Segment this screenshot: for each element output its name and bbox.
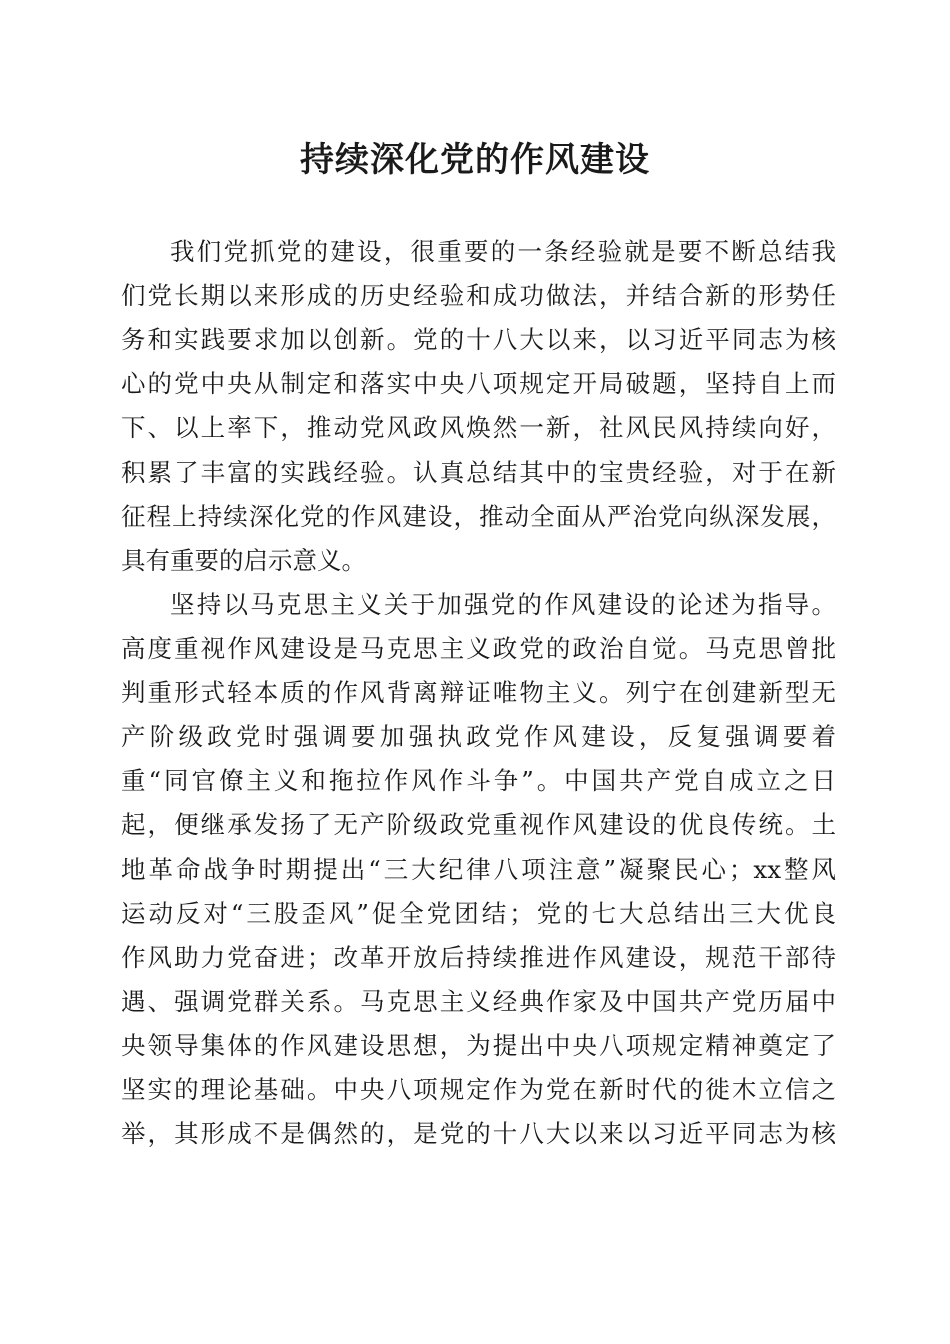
paragraph-2-line-5: 重“同官僚主义和拖拉作风作斗争”。中国共产党自成立之日 [121, 766, 836, 795]
paragraph-1-line-1: 我们党抓党的建设，很重要的一条经验就是要不断总结我 [170, 237, 836, 266]
paragraph-2-line-3: 判重形式轻本质的作风背离辩证唯物主义。列宁在创建新型无 [121, 678, 836, 707]
paragraph-2-line-10: 遇、强调党群关系。马克思主义经典作家及中国共产党历届中 [121, 987, 836, 1016]
document-title: 持续深化党的作风建设 [300, 140, 650, 180]
paragraph-2-line-13: 举，其形成不是偶然的，是党的十八大以来以习近平同志为核 [121, 1119, 836, 1148]
paragraph-2-line-7: 地革命战争时期提出“三大纪律八项注意”凝聚民心；xx整风 [121, 855, 836, 884]
paragraph-2-line-8: 运动反对“三股歪风”促全党团结；党的七大总结出三大优良 [121, 899, 836, 928]
paragraph-2-line-4: 产阶级政党时强调要加强执政党作风建设，反复强调要着 [121, 722, 836, 751]
paragraph-1-line-3: 务和实践要求加以创新。党的十八大以来，以习近平同志为核 [121, 325, 836, 354]
paragraph-1-line-8: 具有重要的启示意义。 [121, 546, 366, 575]
paragraph-1-line-5: 下、以上率下，推动党风政风焕然一新，社风民风持续向好， [121, 413, 836, 442]
paragraph-1-line-7: 征程上持续深化党的作风建设，推动全面从严治党向纵深发展， [121, 502, 836, 531]
paragraph-1-line-4: 心的党中央从制定和落实中央八项规定开局破题，坚持自上而 [121, 369, 836, 398]
paragraph-2-line-11: 央领导集体的作风建设思想，为提出中央八项规定精神奠定了 [121, 1031, 836, 1060]
paragraph-1-line-2: 们党长期以来形成的历史经验和成功做法，并结合新的形势任 [121, 281, 836, 310]
paragraph-2-line-6: 起，便继承发扬了无产阶级政党重视作风建设的优良传统。土 [121, 810, 836, 839]
paragraph-2-line-2: 高度重视作风建设是马克思主义政党的政治自觉。马克思曾批 [121, 634, 836, 663]
paragraph-1-line-6: 积累了丰富的实践经验。认真总结其中的宝贵经验，对于在新 [121, 458, 836, 487]
paragraph-2-line-1: 坚持以马克思主义关于加强党的作风建设的论述为指导。 [170, 590, 836, 619]
paragraph-2-line-12: 坚实的理论基础。中央八项规定作为党在新时代的徙木立信之 [121, 1075, 836, 1104]
paragraph-2-line-9: 作风助力党奋进；改革开放后持续推进作风建设，规范干部待 [121, 943, 836, 972]
